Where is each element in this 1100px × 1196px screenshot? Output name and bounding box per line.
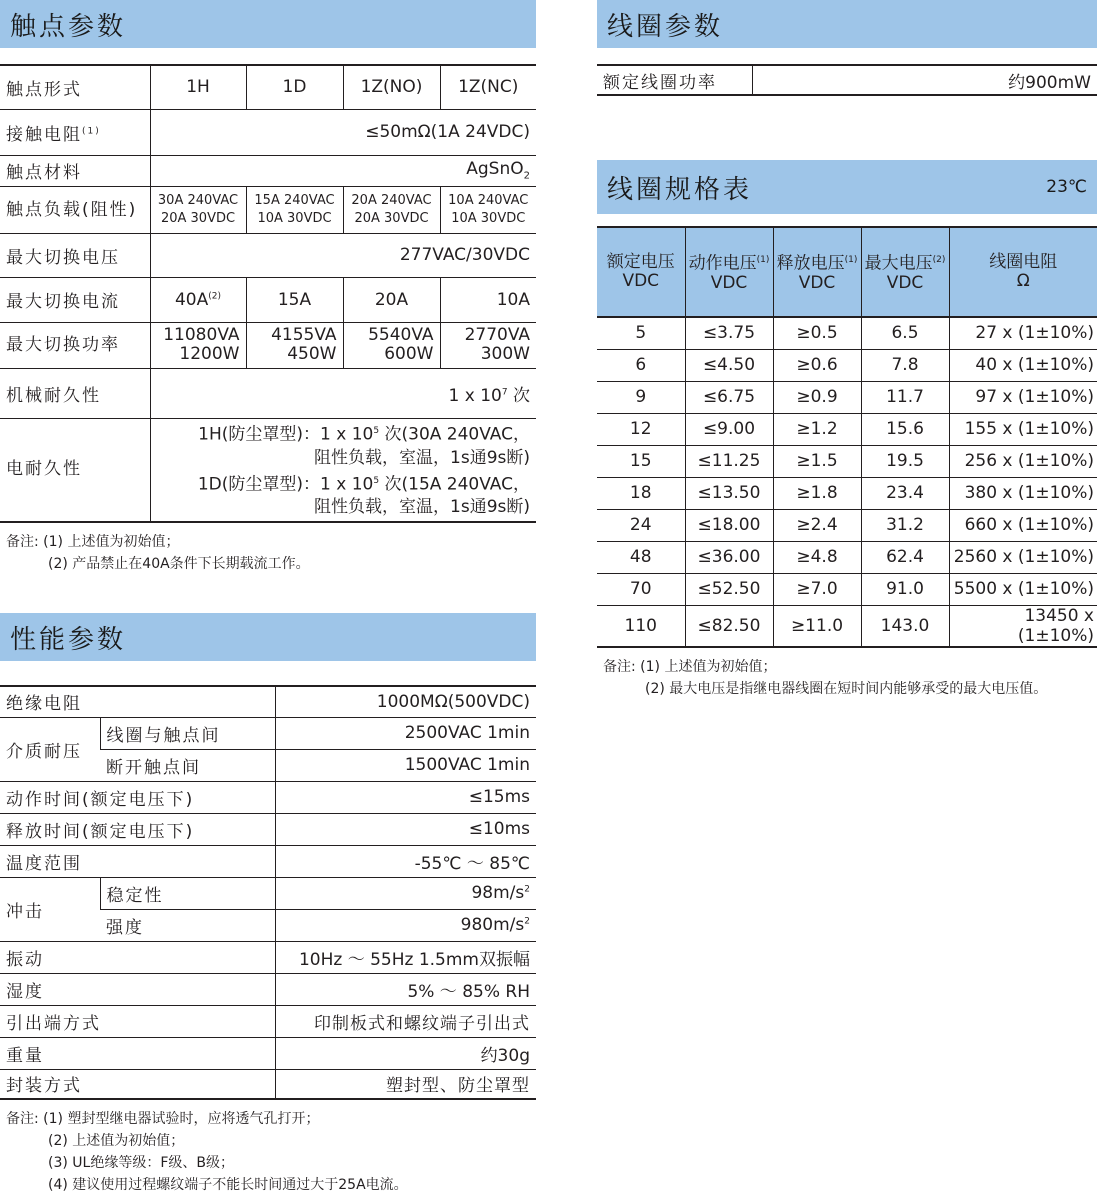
- load-line: 10A 30VDC: [451, 210, 526, 226]
- contact-section-header: [0, 0, 536, 48]
- operate-label: 动作时间(额定电压下): [0, 781, 275, 813]
- cell-coil-resistance: 155 x (1±10%): [949, 413, 1097, 445]
- header-note: (2): [932, 255, 946, 266]
- shock-exp: 2: [524, 884, 530, 895]
- release-label: 释放时间(额定电压下): [0, 813, 275, 845]
- header-line: [688, 251, 771, 274]
- cell-operate-voltage: ≤52.50: [685, 573, 773, 605]
- header-unit: VDC: [622, 271, 660, 291]
- header-unit: VDC: [798, 272, 836, 293]
- table-row: [0, 418, 536, 522]
- cell-release-voltage: ≥11.0: [773, 605, 861, 647]
- dielectric-sub-label: 线圈与触点间: [100, 717, 275, 749]
- max-current-note: (2): [208, 290, 221, 301]
- cell-operate-voltage: ≤3.75: [685, 317, 773, 349]
- cell-max-voltage: 91.0: [861, 573, 949, 605]
- cell-operate-voltage: ≤18.00: [685, 509, 773, 541]
- table-row: [0, 1069, 536, 1099]
- cell-release-voltage: ≥0.5: [773, 317, 861, 349]
- table-row: [597, 477, 1097, 509]
- left-column: [0, 0, 536, 1196]
- contact-section-title: 触点参数: [10, 11, 127, 42]
- table-row: [0, 877, 536, 909]
- coil-table: [597, 64, 1097, 96]
- cell-rated-voltage: 9: [597, 381, 685, 413]
- cell-max-voltage: 11.7: [861, 381, 949, 413]
- elec-text: 1H(防尘罩型)：1 x 10: [198, 424, 374, 445]
- table-row: [0, 973, 536, 1005]
- load-line: 10A 30VDC: [257, 210, 332, 226]
- coil-power-label: 额定线圈功率: [603, 72, 717, 93]
- coil-section-header: [597, 0, 1097, 48]
- table-row: [0, 109, 536, 155]
- resistance-value: ≤50mΩ(1A 24VDC): [150, 109, 536, 155]
- cell-operate-voltage: ≤82.50: [685, 605, 773, 647]
- contact-notes: [0, 531, 536, 575]
- table-row: [0, 1005, 536, 1037]
- note-line: 备注: (1) 塑封型继电器试验时，应将透气孔打开；: [6, 1111, 320, 1127]
- cell-coil-resistance: 40 x (1±10%): [949, 349, 1097, 381]
- note-line: (2) 上述值为初始值；: [48, 1133, 185, 1149]
- performance-section-title: 性能参数: [10, 624, 127, 655]
- terminal-label: 引出端方式: [0, 1005, 275, 1037]
- header-text: 动作电压: [688, 253, 757, 274]
- header-rated-voltage: [597, 227, 685, 317]
- cell-release-voltage: ≥4.8: [773, 541, 861, 573]
- mech-exp: 7: [501, 386, 508, 397]
- table-row: [0, 233, 536, 277]
- table-row: [0, 65, 536, 109]
- load-1d: [246, 186, 343, 233]
- max-voltage-value: 277VAC/30VDC: [150, 233, 536, 277]
- note-line: 备注: (1) 上述值为初始值；: [603, 658, 777, 675]
- mech-value-cell: [150, 368, 536, 418]
- max-power-1z-nc: [440, 322, 536, 368]
- header-line: 额定电压: [606, 252, 675, 272]
- header-unit: VDC: [710, 272, 748, 293]
- header-max-voltage: [861, 227, 949, 317]
- note-line: (4) 建议使用过程螺纹端子不能长时间通过大于25A电流。: [48, 1177, 408, 1193]
- resistance-note: (1): [82, 125, 101, 136]
- coil-spec-body: [597, 317, 1097, 647]
- max-power-label: 最大切换功率: [0, 322, 150, 368]
- max-power-1h: [150, 322, 246, 368]
- cell-rated-voltage: 15: [597, 445, 685, 477]
- cell-rated-voltage: 110: [624, 615, 657, 636]
- cell-max-voltage: 7.8: [861, 349, 949, 381]
- coil-power-value: 约900mW: [752, 65, 1097, 95]
- temp-label: 温度范围: [0, 845, 275, 877]
- humidity-value: 5% ～ 85% RH: [275, 973, 536, 1005]
- max-voltage-label: 最大切换电压: [0, 233, 150, 277]
- elec-label: 电耐久性: [6, 459, 82, 480]
- load-line: 20A 30VDC: [160, 210, 236, 226]
- load-1z-nc: [440, 186, 536, 233]
- mech-value: 1 x 10: [448, 385, 502, 406]
- power-line: 300W: [480, 344, 530, 364]
- material-label: 触点材料: [0, 155, 150, 186]
- cell-rated-voltage: 24: [597, 509, 685, 541]
- coil-spec-table: [597, 226, 1097, 648]
- note-line: (2) 最大电压是指继电器线圈在短时间内能够承受的最大电压值。: [645, 680, 1048, 697]
- shock-label: 冲击: [0, 877, 100, 941]
- table-row: [0, 277, 536, 322]
- max-current-1h: [150, 277, 246, 322]
- table-row: [597, 413, 1097, 445]
- cell-max-voltage: 6.5: [861, 317, 949, 349]
- cell-max-voltage: 19.5: [861, 445, 949, 477]
- vibration-label: 振动: [0, 941, 275, 973]
- elec-line: [157, 420, 531, 447]
- load-line: 30A 240VAC: [157, 192, 239, 208]
- elec-value-cell: [150, 418, 536, 522]
- load-line: 15A 240VAC: [254, 192, 335, 208]
- load-line: 10A 240VAC: [448, 192, 529, 208]
- cell-coil-resistance: 13450 x (1±10%): [949, 605, 1097, 647]
- cell-release-voltage: ≥1.8: [773, 477, 861, 509]
- table-row: [597, 541, 1097, 573]
- cell-operate-voltage: ≤9.00: [685, 413, 773, 445]
- cell-coil-resistance: 256 x (1±10%): [949, 445, 1097, 477]
- insulation-value: 1000MΩ(500VDC): [275, 686, 536, 717]
- terminal-value: 印制板式和螺纹端子引出式: [275, 1005, 536, 1037]
- cell-coil-resistance: 380 x (1±10%): [949, 477, 1097, 509]
- material-value: AgSnO: [466, 159, 524, 180]
- cell-coil-resistance: 97 x (1±10%): [949, 381, 1097, 413]
- cell-operate-voltage: ≤36.00: [685, 541, 773, 573]
- header-note: (1): [756, 255, 770, 266]
- mech-label: 机械耐久性: [0, 368, 150, 418]
- cell-release-voltage: ≥0.6: [773, 349, 861, 381]
- cell-coil-resistance: 5500 x (1±10%): [949, 573, 1097, 605]
- max-current-value: 40A: [174, 289, 209, 310]
- table-row: [0, 368, 536, 418]
- weight-label: 重量: [0, 1037, 275, 1069]
- dielectric-sub-label: 断开触点间: [100, 749, 275, 781]
- coil-spec-section-title: 线圈规格表: [607, 174, 753, 205]
- elec-text: 次(30A 240VAC，: [379, 424, 530, 445]
- elec-text: 阻性负载，室温，1s通9s断): [314, 447, 530, 468]
- cell-max-voltage: 143.0: [861, 605, 949, 647]
- shock-value-cell: [275, 909, 536, 941]
- cell-coil-resistance: 660 x (1±10%): [949, 509, 1097, 541]
- header-unit: Ω: [1016, 271, 1030, 291]
- table-row: [0, 1037, 536, 1069]
- form-1h: 1H: [150, 65, 246, 109]
- power-line: 2770VA: [464, 325, 530, 345]
- table-row: [597, 65, 1097, 95]
- header-release-voltage: [773, 227, 861, 317]
- performance-notes: [0, 1108, 536, 1196]
- cell-rated-voltage: 18: [597, 477, 685, 509]
- elec-text: 阻性负载，室温，1s通9s断): [314, 497, 530, 518]
- header-line: [776, 251, 859, 274]
- shock-exp: 2: [524, 916, 530, 927]
- mech-unit: 次: [507, 385, 530, 406]
- cell-operate-voltage: ≤4.50: [685, 349, 773, 381]
- table-row: [597, 317, 1097, 349]
- shock-value: 980m/s: [460, 915, 525, 935]
- elec-line: [157, 470, 531, 497]
- header-note: (1): [844, 255, 858, 266]
- elec-line: [157, 447, 531, 470]
- table-row: [597, 445, 1097, 477]
- coil-spec-section-header: [597, 160, 1097, 214]
- dielectric-label: 介质耐压: [0, 717, 100, 781]
- form-label: 触点形式: [0, 65, 150, 109]
- elec-exp: 5: [373, 426, 380, 437]
- material-sub: 2: [523, 170, 530, 182]
- header-line: [864, 251, 947, 274]
- table-row: [0, 686, 536, 717]
- power-line: 11080VA: [163, 325, 240, 345]
- table-row: [597, 381, 1097, 413]
- cell-coil-resistance: 27 x (1±10%): [949, 317, 1097, 349]
- note-line: 备注: (1) 上述值为初始值；: [6, 534, 180, 550]
- release-value: ≤10ms: [275, 813, 536, 845]
- cell-rated-voltage: 6: [597, 349, 685, 381]
- material-value-cell: [150, 155, 536, 186]
- max-current-1d: 15A: [246, 277, 343, 322]
- table-row: [597, 573, 1097, 605]
- contact-table: [0, 64, 536, 523]
- shock-value-cell: [275, 877, 536, 909]
- table-row: [0, 186, 536, 233]
- load-line: 20A 240VAC: [351, 192, 432, 208]
- package-label: 封装方式: [6, 1076, 82, 1097]
- table-row: [0, 717, 536, 749]
- resistance-label: 接触电阻: [6, 124, 82, 145]
- max-power-1z-no: [343, 322, 440, 368]
- shock-sub-label: 稳定性: [100, 877, 275, 909]
- dielectric-value: 2500VAC 1min: [275, 717, 536, 749]
- cell-operate-voltage: ≤13.50: [685, 477, 773, 509]
- shock-value: 98m/s: [471, 883, 525, 903]
- header-unit: VDC: [886, 272, 924, 293]
- header-text: 释放电压: [776, 253, 845, 274]
- vibration-value: 10Hz ～ 55Hz 1.5mm双振幅: [275, 941, 536, 973]
- cell-release-voltage: ≥1.2: [773, 413, 861, 445]
- cell-max-voltage: 15.6: [861, 413, 949, 445]
- table-header-row: [597, 227, 1097, 317]
- shock-sub-label: 强度: [100, 909, 275, 941]
- cell-operate-voltage: ≤6.75: [685, 381, 773, 413]
- table-row: [0, 155, 536, 186]
- load-label: 触点负载(阻性): [0, 186, 150, 233]
- header-operate-voltage: [685, 227, 773, 317]
- coil-section-title: 线圈参数: [607, 11, 724, 42]
- right-column: [597, 0, 1097, 700]
- table-row: [0, 941, 536, 973]
- table-row: [0, 845, 536, 877]
- cell-coil-resistance: 2560 x (1±10%): [949, 541, 1097, 573]
- resistance-label-cell: [0, 109, 150, 155]
- cell-release-voltage: ≥1.5: [773, 445, 861, 477]
- cell-rated-voltage: 12: [597, 413, 685, 445]
- weight-value: 约30g: [275, 1037, 536, 1069]
- form-1z-no: 1Z(NO): [343, 65, 440, 109]
- coil-spec-temp: 23℃: [1046, 177, 1087, 197]
- humidity-label: 湿度: [0, 973, 275, 1005]
- table-row: [0, 322, 536, 368]
- max-current-1z-nc: 10A: [440, 277, 536, 322]
- note-line: (3) UL绝缘等级：F级、B级；: [48, 1155, 234, 1171]
- load-1z-no: [343, 186, 440, 233]
- form-1d: 1D: [246, 65, 343, 109]
- cell-max-voltage: 31.2: [861, 509, 949, 541]
- cell-operate-voltage: ≤11.25: [685, 445, 773, 477]
- elec-line: [157, 496, 531, 519]
- coil-spec-notes: [597, 656, 1097, 700]
- performance-table: [0, 685, 536, 1100]
- dielectric-value: 1500VAC 1min: [275, 749, 536, 781]
- table-row: [597, 349, 1097, 381]
- power-line: 1200W: [179, 344, 240, 364]
- cell-max-voltage: 23.4: [861, 477, 949, 509]
- table-row: [0, 813, 536, 845]
- elec-exp: 5: [373, 475, 380, 486]
- cell-release-voltage: ≥0.9: [773, 381, 861, 413]
- cell-release-voltage: ≥2.4: [773, 509, 861, 541]
- temp-value: -55℃ ～ 85℃: [275, 845, 536, 877]
- elec-text: 1D(防尘罩型)：1 x 10: [197, 474, 374, 495]
- power-line: 600W: [384, 344, 434, 364]
- cell-rated-voltage: 5: [597, 317, 685, 349]
- package-value: 塑封型、防尘罩型: [275, 1069, 536, 1099]
- power-line: 450W: [287, 344, 337, 364]
- cell-rated-voltage: 48: [597, 541, 685, 573]
- cell-release-voltage: ≥7.0: [773, 573, 861, 605]
- header-coil-resistance: [949, 227, 1097, 317]
- power-line: 4155VA: [271, 325, 337, 345]
- max-current-label: 最大切换电流: [0, 277, 150, 322]
- load-line: 20A 30VDC: [354, 210, 429, 226]
- header-text: 最大电压: [864, 253, 933, 274]
- cell-rated-voltage: 70: [597, 573, 685, 605]
- power-line: 5540VA: [368, 325, 434, 345]
- max-current-1z-no: 20A: [343, 277, 440, 322]
- table-row: [0, 781, 536, 813]
- load-1h: [150, 186, 246, 233]
- form-1z-nc: 1Z(NC): [440, 65, 536, 109]
- insulation-label: 绝缘电阻: [0, 686, 275, 717]
- elec-text: 次(15A 240VAC，: [379, 474, 530, 495]
- operate-value: ≤15ms: [275, 781, 536, 813]
- max-power-1d: [246, 322, 343, 368]
- header-line: 线圈电阻: [989, 252, 1058, 272]
- performance-section-header: [0, 613, 536, 661]
- note-line: (2) 产品禁止在40A条件下长期载流工作。: [48, 556, 310, 572]
- cell-max-voltage: 62.4: [861, 541, 949, 573]
- table-row: [597, 605, 1097, 647]
- table-row: [597, 509, 1097, 541]
